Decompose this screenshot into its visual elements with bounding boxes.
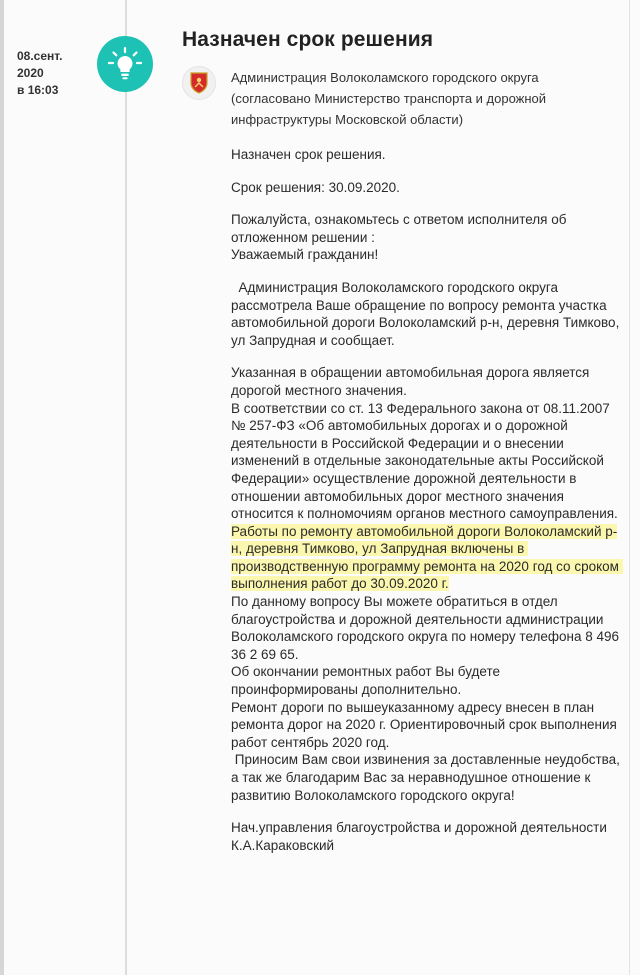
- event-date-year: 2020: [17, 66, 44, 80]
- coat-of-arms-icon: [189, 72, 209, 94]
- message-paragraph: [231, 364, 623, 804]
- status-badge: [97, 36, 153, 92]
- message-text: Указанная в обращении автомобильная дорога является дорогой местного значения. В соответствии со ст. 13 Федерального закона от 08.11.2007 № 257-ФЗ «Об автомобильных дорогах и о дорожной деятельности в Российской Федерации и о внесении изменений в отдельные законодательные акты Российской Федерации» осуществление дорожной деятельности в отношении автомобильных дорог местного значения относится к полномочиям органов местного самоуправления.: [231, 365, 618, 522]
- event-title: Назначен срок решения: [182, 28, 434, 51]
- right-border: [629, 0, 630, 975]
- event-date-time: в 16:03: [17, 83, 59, 97]
- signature: Нач.управления благоустройства и дорожной деятельности К.А.Караковский: [231, 820, 611, 853]
- message-paragraph: Пожалуйста, ознакомьтесь с ответом исполнителя об отложенном решении : Уважаемый гражданин!: [231, 212, 567, 263]
- left-border: [0, 0, 4, 975]
- message-body: [231, 146, 623, 869]
- timeline-line: [125, 0, 127, 975]
- message-paragraph: Срок решения: 30.09.2020.: [231, 179, 400, 195]
- org-name: Администрация Волоколамского городского округа (согласовано Министерство транспорта и дорожной инфраструктуры Московской области): [231, 70, 547, 127]
- lightbulb-icon: [106, 45, 144, 83]
- event-date-day: 08.сент.: [17, 49, 63, 63]
- message-text: По данному вопросу Вы можете обратиться в отдел благоустройства и дорожной деятельности администрации Волоколамского городского округа по номеру телефона 8 496 36 2 69 65. Об окончании ремонтных работ Вы будете проинформированы дополнительно. Ремонт дороги по вышеуказанному адресу внесен в план ремонта дорог на 2020 г. Ориентировочный срок выполнения работ сентябрь 2020 год. Приносим Вам свои извинения за доставленные неудобства, а так же благодарим Вас за неравнодушное отношение к развитию Волоколамского городского округа!: [231, 594, 620, 803]
- highlighted-text: Работы по ремонту автомобильной дороги Волоколамский р-н, деревня Тимково, ул Запрудная включены в производственную программу ремонта на 2020 год со сроком выполнения работ до 30.09.2020 г.: [231, 523, 623, 592]
- event-date: [17, 48, 89, 99]
- org-avatar: [182, 66, 216, 100]
- message-paragraph: Назначен срок решения.: [231, 147, 386, 162]
- message-paragraph: Администрация Волоколамского городского округа рассмотрела Ваше обращение по вопросу ремонта участка автомобильной дороги Волоколамский р-н, деревня Тимково, ул Запрудная и сообщает.: [231, 279, 624, 348]
